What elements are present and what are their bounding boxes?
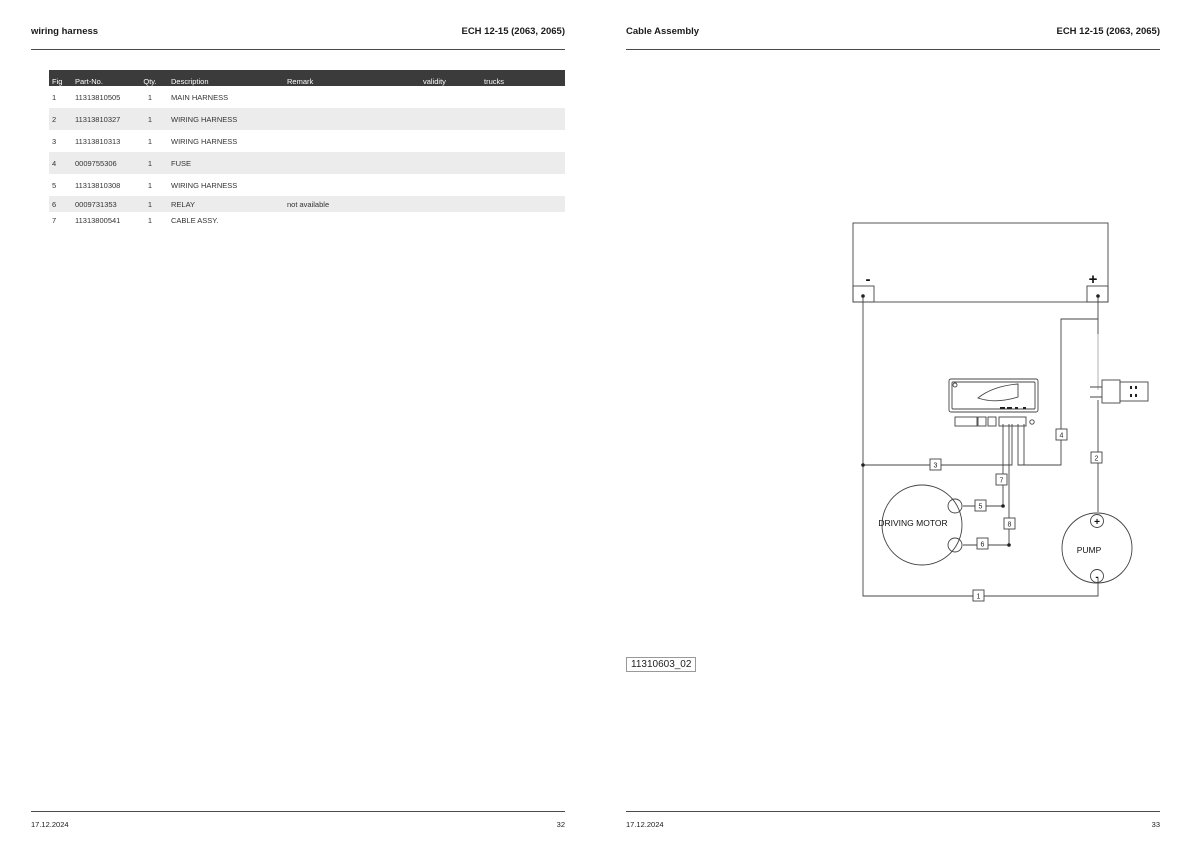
pump-label: PUMP — [1076, 545, 1102, 555]
footer-date: 17.12.2024 — [626, 820, 664, 829]
model-label: ECH 12-15 (2063, 2065) — [1056, 26, 1160, 37]
cell-validity — [420, 174, 481, 196]
cell-trucks — [481, 86, 565, 108]
cell-qty: 1 — [132, 196, 168, 212]
cell-validity — [420, 86, 481, 108]
cell-fig: 3 — [52, 136, 57, 146]
motor-terminal-upper — [948, 499, 962, 513]
battery-minus-terminal — [853, 286, 874, 302]
cell-description: MAIN HARNESS — [171, 92, 229, 102]
cell-part-no: 0009731353 — [72, 196, 132, 212]
display-indicator-icon — [1000, 407, 1005, 409]
cell-description: RELAY — [168, 196, 284, 212]
display-indicator-icon — [1015, 407, 1018, 409]
callout-label: 6 — [980, 541, 985, 549]
cell-part-no: 11313810327 — [72, 108, 132, 130]
wire-4 — [1018, 319, 1098, 465]
cell-validity — [420, 196, 481, 212]
cell-validity — [420, 212, 481, 228]
column-header-fig: Fig — [49, 70, 72, 86]
footer-divider — [31, 811, 565, 812]
fuse-contact-icon — [1135, 386, 1137, 389]
cell-remark — [284, 152, 420, 174]
cell-part-no: 11313810308 — [75, 180, 121, 190]
table-row — [49, 174, 565, 196]
table-row — [49, 152, 565, 174]
page-number: 32 — [556, 820, 565, 829]
header-divider — [626, 49, 1160, 50]
cell-remark — [284, 174, 420, 196]
cell-trucks — [481, 152, 565, 174]
page-title: wiring harness — [31, 26, 99, 37]
cell-description: CABLE ASSY. — [171, 215, 219, 225]
header-divider — [31, 49, 565, 50]
callout-label: 5 — [978, 503, 983, 511]
fuse-holder — [1102, 380, 1120, 403]
cell-remark — [284, 86, 420, 108]
fuse-body — [1120, 382, 1148, 401]
footer-date: 17.12.2024 — [31, 820, 69, 829]
cell-qty: 1 — [147, 215, 153, 225]
page-number: 33 — [1151, 820, 1160, 829]
cell-qty: 1 — [147, 92, 153, 102]
battery-box — [853, 223, 1108, 302]
column-header-validity: validity — [420, 70, 481, 86]
table-row — [49, 196, 565, 212]
callout-label: 7 — [999, 477, 1004, 485]
cell-trucks — [481, 174, 565, 196]
cell-trucks — [481, 196, 565, 212]
callout-label: 2 — [1094, 455, 1099, 463]
callout-label: 8 — [1007, 521, 1012, 529]
cell-part-no: 0009755306 — [72, 152, 132, 174]
column-header-description: Description — [168, 70, 284, 86]
cell-qty: 1 — [132, 108, 168, 130]
cell-remark — [284, 108, 420, 130]
cell-fig: 7 — [52, 215, 57, 225]
fuse-contact-icon — [1130, 394, 1132, 397]
column-header-trucks: trucks — [481, 70, 565, 86]
callout-label: 1 — [976, 593, 981, 601]
cell-trucks — [481, 108, 565, 130]
ground-wire — [863, 296, 1098, 596]
cell-validity — [420, 152, 481, 174]
cell-qty: 1 — [132, 152, 168, 174]
pump-plus-symbol: + — [1094, 517, 1100, 528]
junction-dot — [1096, 294, 1100, 298]
junction-dot — [861, 294, 865, 298]
battery-plus-terminal — [1087, 286, 1108, 302]
callout-label: 4 — [1059, 432, 1064, 440]
controller-connector — [955, 417, 977, 426]
cell-trucks — [481, 130, 565, 152]
cell-fig: 5 — [52, 180, 57, 190]
cell-remark: not available — [284, 196, 420, 212]
fuse-contact-icon — [1130, 386, 1132, 389]
controller-connector — [988, 417, 996, 426]
motor-terminal-lower — [948, 538, 962, 552]
table-header-row — [49, 70, 565, 86]
cell-trucks — [481, 212, 565, 228]
drawing-number: 11310603_02 — [626, 657, 696, 672]
cell-description: WIRING HARNESS — [171, 136, 238, 146]
junction-dot — [1001, 504, 1005, 508]
cell-qty: 1 — [147, 136, 153, 146]
junction-dot — [1007, 543, 1011, 547]
display-screw-icon — [953, 383, 957, 387]
wiring-diagram — [840, 210, 1150, 610]
cell-description: WIRING HARNESS — [171, 180, 238, 190]
battery-minus-symbol: - — [865, 271, 871, 288]
controller-led-icon — [1030, 420, 1034, 424]
cell-description: WIRING HARNESS — [168, 108, 284, 130]
pump-minus-symbol: - — [1095, 572, 1099, 583]
cell-fig: 2 — [49, 108, 72, 130]
parts-table — [49, 70, 565, 228]
footer-divider — [626, 811, 1160, 812]
table-row — [49, 86, 565, 108]
junction-dot — [861, 463, 865, 467]
fuse-contact-icon — [1135, 394, 1137, 397]
cell-validity — [420, 108, 481, 130]
display-window — [978, 384, 1018, 401]
cell-qty: 1 — [147, 180, 153, 190]
model-label: ECH 12-15 (2063, 2065) — [461, 26, 565, 37]
controller-connector — [978, 417, 986, 426]
column-header-qty: Qty. — [132, 70, 168, 86]
column-header-remark: Remark — [284, 70, 420, 86]
display-indicator-icon — [1007, 407, 1012, 409]
table-row — [49, 212, 565, 228]
fuse-leads — [1090, 387, 1102, 397]
table-row — [49, 130, 565, 152]
page-title: Cable Assembly — [626, 26, 700, 37]
display-screen — [952, 382, 1035, 409]
cell-validity — [420, 130, 481, 152]
cell-part-no: 11313810313 — [75, 136, 121, 146]
table-row — [49, 108, 565, 130]
cell-fig: 4 — [49, 152, 72, 174]
cell-remark — [284, 212, 420, 228]
cell-fig: 1 — [52, 92, 57, 102]
battery-plus-symbol: + — [1088, 271, 1098, 288]
motor-label: DRIVING MOTOR — [878, 518, 948, 528]
cell-description: FUSE — [168, 152, 284, 174]
callout-label: 3 — [933, 462, 938, 470]
display-indicator-icon — [1023, 407, 1026, 409]
cell-remark — [284, 130, 420, 152]
cell-fig: 6 — [49, 196, 72, 212]
cell-part-no: 11313800541 — [75, 215, 121, 225]
column-header-part-no: Part-No. — [72, 70, 132, 86]
cell-part-no: 11313810505 — [75, 92, 121, 102]
